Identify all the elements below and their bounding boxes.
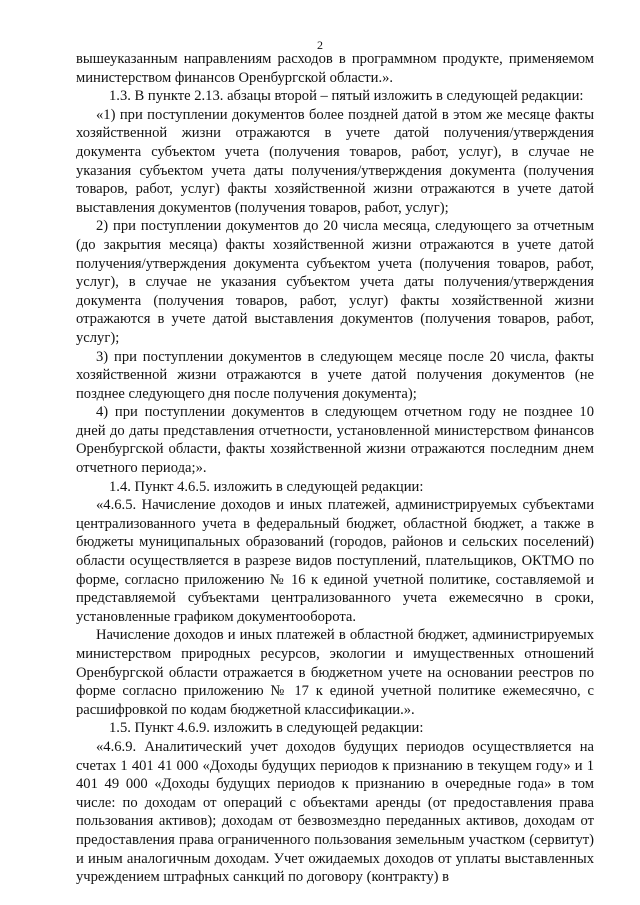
paragraph-item-2: 2) при поступлении документов до 20 числа месяца, следующего за отчетным (до закрытия месяца) факты хозяйственной жизни отражаются в учете датой получения/утверждения документа субъектом учета (получения товаров, работ, услуг), в случае не указания субъектом учета даты получения/утверждения документа (получения товаров, работ, услуг) факты хозяйственной жизни отражаются в учете датой выставления документов (получения товаров, работ, услуг); [76, 218, 594, 346]
paragraph-clause-1-3: 1.3. В пункте 2.13. абзацы второй – пятый изложить в следующей редакции: [109, 88, 584, 105]
paragraph-clause-1-4: 1.4. Пункт 4.6.5. изложить в следующей редакции: [109, 478, 424, 495]
paragraph-item-3: 3) при поступлении документов в следующем месяце после 20 числа, факты хозяйственной жизни отражаются в учете датой получения документов (не позднее следующего дня после получения документа); [76, 348, 594, 402]
paragraph-point-4-6-9: «4.6.9. Аналитический учет доходов будущих периодов осуществляется на счетах 1 401 41 000 «Доходы будущих периодов к признанию в текущем году» и 1 401 49 000 «Доходы будущих периодов к признанию в очередные года» в том числе: по доходам от операций с объектами аренды (от предоставления права пользования активов); доходам от безвозмездно переданных активов, доходам от предоставления права ограниченного пользования земельным участком (сервитут) и иным аналогичным доходам. Учет ожидаемых доходов от уплаты выставленных учреждением штрафных санкций по договору (контракту) в [76, 738, 594, 886]
paragraph-item-1: «1) при поступлении документов более поздней датой в этом же месяце факты хозяйственной жизни отражаются в учете датой получения/утверждения документа субъектом учета (получения товаров, работ, услуг), в случае не указания субъектом учета даты получения/утверждения документа (получения товаров, работ, услуг) факты хозяйственной жизни отражаются в учете датой выставления документов (получения товаров, работ, услуг); [76, 106, 594, 216]
paragraph-clause-1-5: 1.5. Пункт 4.6.9. изложить в следующей редакции: [109, 720, 424, 737]
paragraph-item-4: 4) при поступлении документов в следующем отчетном году не позднее 10 дней до даты представления отчетности, установленной министерством финансов Оренбургской области, факты хозяйственной жизни отражаются последним днем отчетного периода;». [76, 404, 594, 477]
paragraph-point-4-6-5: «4.6.5. Начисление доходов и иных платежей, администрируемых субъектами централизованного учета в федеральный бюджет, областной бюджет, а также в бюджеты муниципальных образований (городов, районов и сельских поселений) области осуществляется в разрезе видов поступлений, плательщиков, ОКТМО по форме, согласно приложению № 16 к единой учетной политике, составляемой и представляемой субъектами централизованного учета ежемесячно в сроки, установленные графиком документооборота. [76, 497, 594, 625]
paragraph-continuation: вышеуказанным направлениям расходов в программном продукте, применяемом министерством финансов Оренбургской области.». [76, 51, 594, 86]
document-body [76, 50, 594, 887]
page-number: 2 [317, 38, 323, 52]
paragraph-income-accrual: Начисление доходов и иных платежей в областной бюджет, администрируемых министерством природных ресурсов, экологии и имущественных отношений Оренбургской области отражается в бюджетном учете на основании реестров по форме согласно приложению № 17 к единой учетной политике ежемесячно, с расшифровкой по кодам бюджетной классификации.». [76, 627, 594, 718]
